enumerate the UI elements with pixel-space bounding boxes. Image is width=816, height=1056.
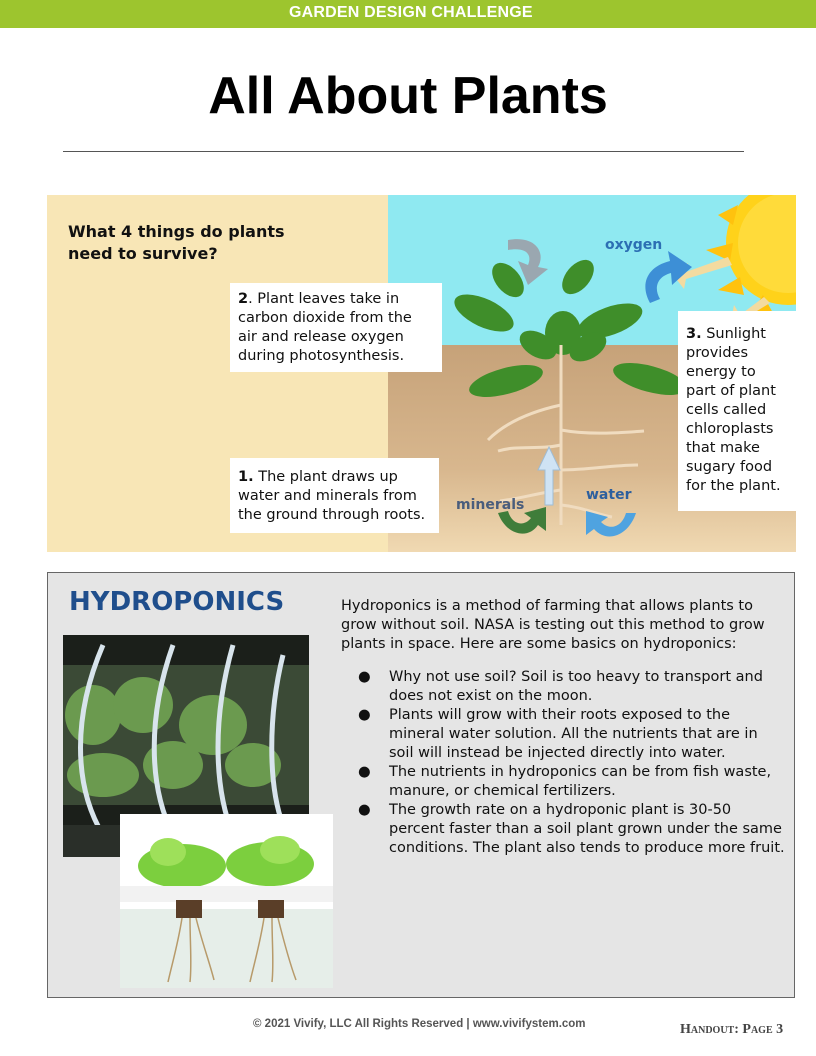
copyright-footer: © 2021 Vivify, LLC All Rights Reserved | www.vivifystem.com — [253, 1018, 586, 1030]
page-number: Handout: Page 3 — [680, 1022, 784, 1037]
bullet-icon: ● — [358, 802, 371, 818]
callout-text: The plant draws up water and minerals from the ground through roots. — [238, 469, 426, 523]
callout-roots — [230, 458, 439, 533]
bullet-text: Why not use soil? Soil is too heavy to transport and does not exist on the moon. — [389, 669, 763, 704]
bullet-text: The growth rate on a hydroponic plant is 30-50 percent faster than a soil plant grown under the same conditions. The plant also tends to produce more fruit. — [389, 802, 785, 856]
plant-needs-panel — [47, 195, 796, 552]
banner-text: GARDEN DESIGN CHALLENGE — [289, 4, 533, 21]
callout-number: 1. — [238, 469, 254, 485]
header-banner — [0, 0, 816, 28]
hydroponics-section — [47, 572, 795, 998]
callout-number: 3. — [686, 326, 702, 342]
label-minerals: minerals — [456, 497, 525, 513]
title-divider — [63, 151, 744, 152]
list-item — [341, 801, 786, 858]
callout-text: . Plant leaves take in carbon dioxide from the air and release oxygen during photosynthesis. — [238, 291, 412, 364]
callout-text: Sunlight provides energy to part of plant cells called chloroplasts that make sugary food for the plant. — [686, 326, 781, 494]
bullet-text: The nutrients in hydroponics can be from fish waste, manure, or chemical fertilizers. — [389, 764, 772, 799]
label-oxygen: oxygen — [605, 237, 663, 253]
bullet-icon: ● — [358, 669, 371, 685]
page-title: All About Plants — [208, 67, 608, 125]
hydroponics-title: HYDROPONICS — [69, 587, 285, 617]
survival-question: What 4 things do plants need to survive? — [68, 222, 285, 263]
hydroponics-intro: Hydroponics is a method of farming that allows plants to grow without soil. NASA is testing out this method to grow plants in space. Here are some basics on hydroponics: — [341, 598, 765, 652]
label-water: water — [586, 487, 632, 503]
hydroponics-bullet-list — [341, 668, 786, 858]
lettuce-roots-photo — [120, 814, 333, 988]
upward-arrow-icon — [538, 447, 560, 505]
callout-leaves — [230, 283, 442, 372]
callout-sunlight — [678, 311, 796, 511]
callout-number: 2 — [238, 291, 249, 307]
list-item — [341, 668, 786, 706]
bullet-icon: ● — [358, 764, 371, 780]
list-item — [341, 706, 786, 763]
bullet-text: Plants will grow with their roots exposed to the mineral water solution. All the nutrients that are in soil will instead be injected directly into water. — [389, 707, 758, 761]
bullet-icon: ● — [358, 707, 371, 723]
list-item — [341, 763, 786, 801]
water-arrow-icon — [586, 511, 636, 536]
sun-icon — [706, 195, 796, 315]
